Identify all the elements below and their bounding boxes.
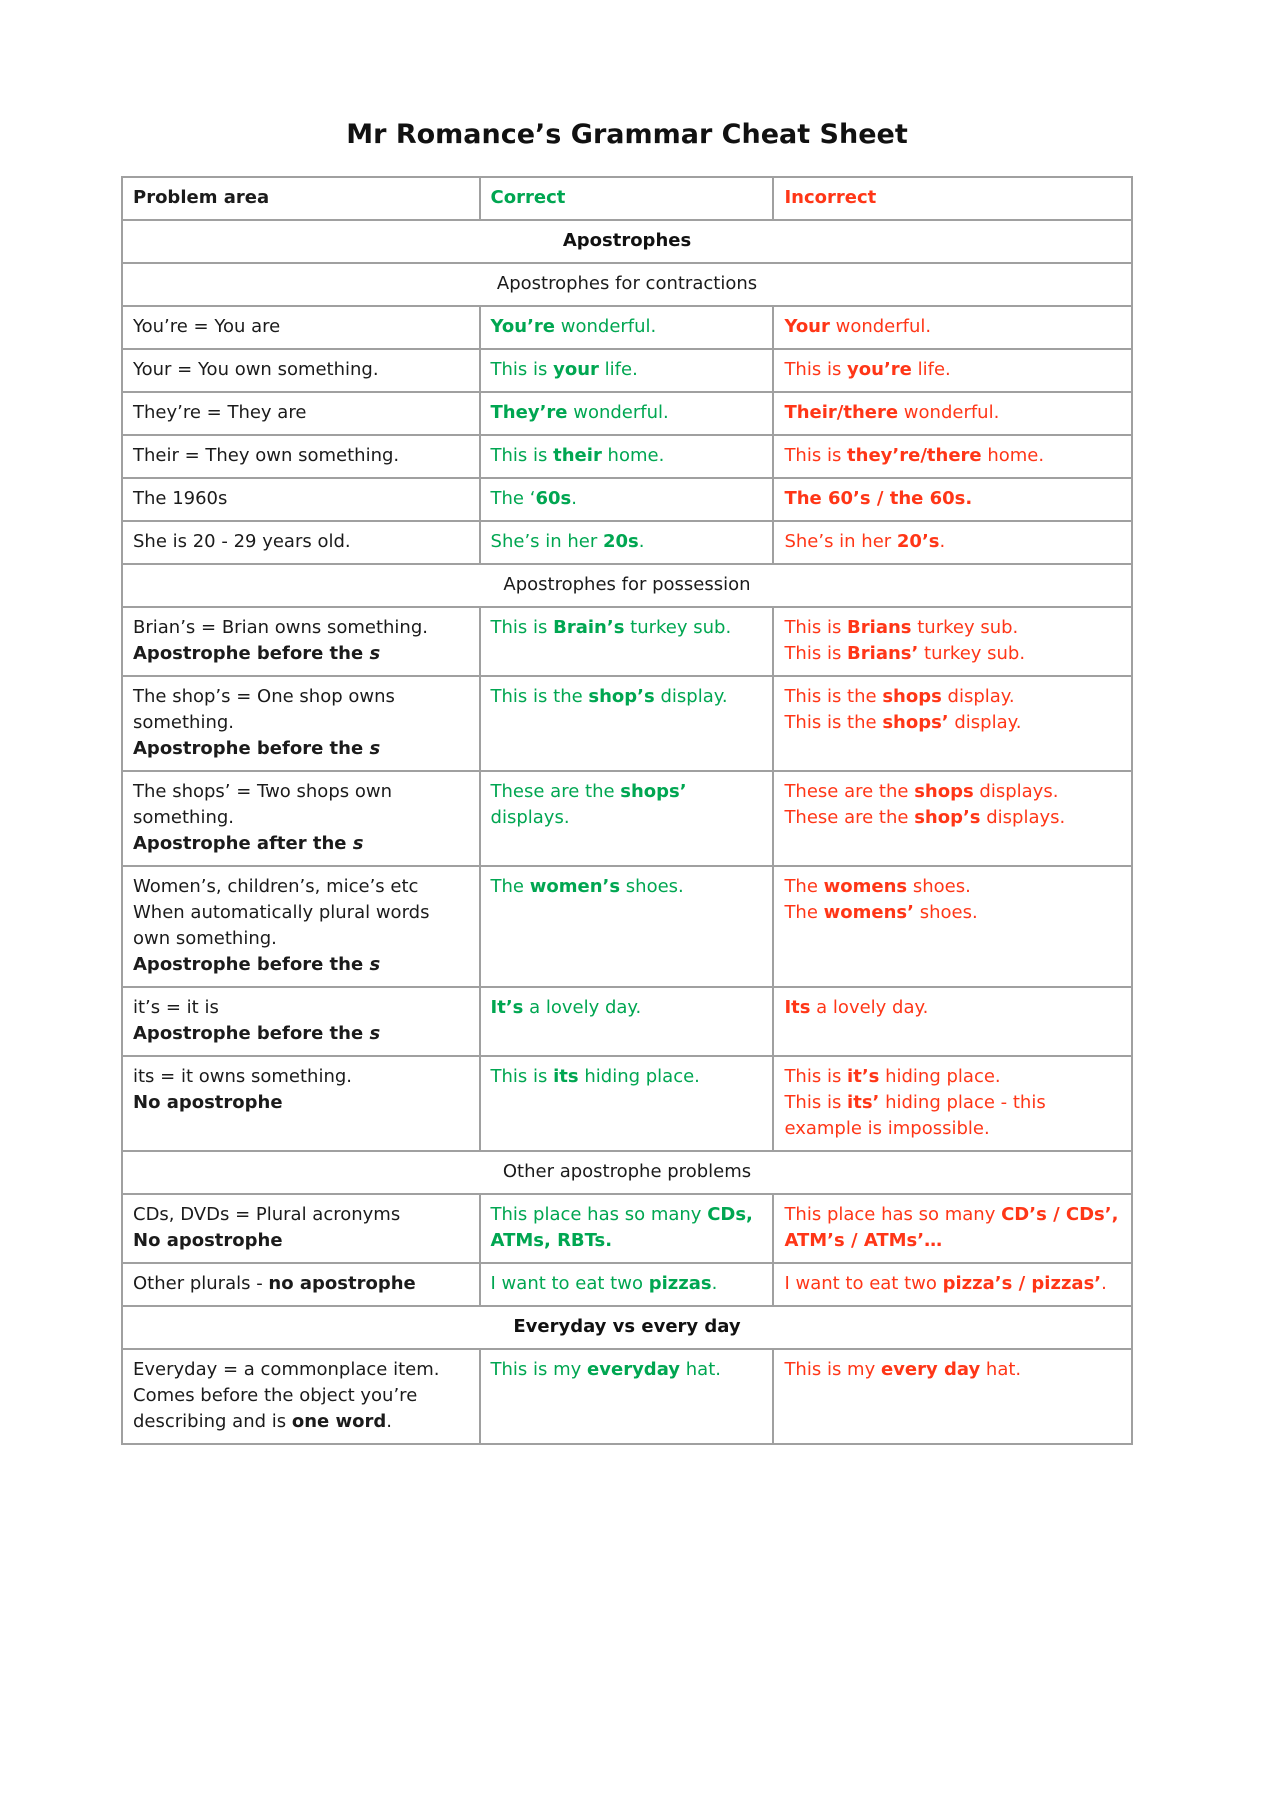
text-run: display. <box>654 686 728 707</box>
text-run: Their = They own something. <box>133 445 400 466</box>
cell-line <box>784 779 1121 805</box>
text-run: wonderful. <box>829 316 932 337</box>
text-run: its <box>553 1066 579 1087</box>
text-run: wonderful. <box>898 402 1000 423</box>
text-run: s <box>352 833 364 854</box>
text-run: life. <box>598 359 638 380</box>
text-run: You’re <box>490 316 556 337</box>
text-run: Brians <box>847 617 912 638</box>
table-row <box>122 521 1132 564</box>
cell-line <box>784 1202 1121 1254</box>
cell-line <box>491 357 763 383</box>
text-run: I want to eat two <box>784 1273 943 1294</box>
text-run: shop’s <box>588 686 655 707</box>
problem-cell <box>122 771 480 866</box>
subsection-row <box>122 564 1132 607</box>
text-run: turkey sub. <box>911 617 1019 638</box>
text-run: . <box>939 531 946 552</box>
cell-line <box>133 684 469 736</box>
text-run: they’re/there <box>847 445 982 466</box>
text-run: hiding place. <box>879 1066 1001 1087</box>
text-run: home. <box>981 445 1045 466</box>
text-run: it’s = it is <box>133 997 219 1018</box>
text-run: pizzas <box>648 1273 712 1294</box>
text-run: shoes. <box>620 876 684 897</box>
cell-line <box>491 684 763 710</box>
correct-cell <box>480 987 774 1056</box>
text-run: shoes. <box>907 876 971 897</box>
cell-line <box>133 1021 469 1047</box>
text-run: no apostrophe <box>268 1273 416 1294</box>
correct-cell <box>480 1056 774 1151</box>
text-run: This place has so many <box>490 1204 708 1225</box>
incorrect-cell <box>773 1056 1132 1151</box>
text-run: Brians’ <box>847 643 919 664</box>
text-run: These are the <box>784 781 915 802</box>
cell-line <box>491 1064 763 1090</box>
incorrect-cell <box>773 1263 1132 1306</box>
incorrect-cell <box>773 1194 1132 1263</box>
text-run: pizza’s / pizzas’ <box>942 1273 1102 1294</box>
text-run: These are the <box>490 781 621 802</box>
cell-line <box>784 314 1121 340</box>
text-run: This is <box>490 445 554 466</box>
cell-line <box>491 314 763 340</box>
text-run: Their/there <box>784 402 899 423</box>
correct-cell <box>480 866 774 987</box>
cell-line <box>133 400 469 426</box>
text-run: turkey sub. <box>624 617 732 638</box>
subsection-row <box>122 263 1132 306</box>
text-run: The <box>784 876 824 897</box>
section-heading: Everyday vs every day <box>122 1306 1132 1349</box>
page-title: Mr Romance’s Grammar Cheat Sheet <box>346 119 908 150</box>
text-run: display. <box>941 686 1015 707</box>
section-heading: Apostrophes <box>122 220 1132 263</box>
cell-line <box>784 1090 1121 1142</box>
cell-line <box>133 1090 469 1116</box>
problem-cell <box>122 1349 480 1444</box>
text-run: This is my <box>490 1359 588 1380</box>
problem-cell <box>122 987 480 1056</box>
text-run: She’s in her <box>784 531 897 552</box>
table-row <box>122 607 1132 676</box>
text-run: This is <box>784 617 848 638</box>
cell-line <box>784 710 1121 736</box>
text-run: a lovely day. <box>523 997 642 1018</box>
text-run: life. <box>911 359 951 380</box>
text-run: This is <box>490 359 554 380</box>
incorrect-cell <box>773 1349 1132 1444</box>
cell-line <box>133 1228 469 1254</box>
text-run: This is <box>784 359 848 380</box>
text-run: The 60’s / the 60s. <box>784 488 973 509</box>
correct-cell <box>480 1349 774 1444</box>
cell-line <box>784 529 1121 555</box>
incorrect-cell <box>773 478 1132 521</box>
text-run: This is my <box>784 1359 881 1380</box>
problem-cell <box>122 1194 480 1263</box>
text-run: displays. <box>490 807 570 828</box>
text-run: shops <box>914 781 974 802</box>
text-run: shoes. <box>913 902 978 923</box>
text-run: . <box>1101 1273 1107 1294</box>
text-run: s <box>369 1023 381 1044</box>
text-run: shop’s <box>914 807 981 828</box>
cell-line <box>491 1271 763 1297</box>
text-run: a lovely day. <box>810 997 929 1018</box>
text-run: its’ <box>847 1092 880 1113</box>
subsection-row <box>122 1151 1132 1194</box>
text-run: This place has so many <box>784 1204 1002 1225</box>
cell-line <box>491 529 763 555</box>
table-row <box>122 306 1132 349</box>
text-run: it’s <box>847 1066 880 1087</box>
table-row <box>122 1263 1132 1306</box>
table-row <box>122 392 1132 435</box>
text-run: Apostrophe before the <box>133 954 370 975</box>
text-run: wonderful. <box>567 402 669 423</box>
text-run: every day <box>880 1359 981 1380</box>
text-run: one word <box>291 1411 387 1432</box>
text-run: . <box>571 488 577 509</box>
problem-cell <box>122 521 480 564</box>
cell-line <box>784 400 1121 426</box>
cell-line <box>133 1064 469 1090</box>
cell-line <box>491 1357 763 1383</box>
table-row <box>122 771 1132 866</box>
text-run: Your = You own something. <box>133 359 379 380</box>
text-run: 60s <box>535 488 572 509</box>
cell-line <box>491 779 763 831</box>
cell-line <box>133 486 469 512</box>
text-run: shops’ <box>882 712 949 733</box>
text-run: They’re <box>490 402 568 423</box>
text-run: Other plurals - <box>133 1273 269 1294</box>
cell-line <box>491 995 763 1021</box>
cell-line <box>784 684 1121 710</box>
problem-cell <box>122 349 480 392</box>
cell-line <box>491 874 763 900</box>
text-run: CD’s / CDs’, ATM’s / ATMs’… <box>784 1204 1119 1251</box>
problem-cell <box>122 866 480 987</box>
text-run: You’re = You are <box>133 316 281 337</box>
cell-line <box>491 400 763 426</box>
incorrect-cell <box>773 866 1132 987</box>
incorrect-cell <box>773 521 1132 564</box>
text-run: Your <box>784 316 830 337</box>
text-run: The 1960s <box>133 488 228 509</box>
text-run: . <box>638 531 645 552</box>
correct-cell <box>480 521 774 564</box>
cell-line <box>133 1383 469 1435</box>
text-run: its = it owns something. <box>133 1066 353 1087</box>
text-run: The <box>490 876 530 897</box>
document <box>121 0 1133 1445</box>
text-run: s <box>369 954 381 975</box>
cell-line <box>784 874 1121 900</box>
text-run: displays. <box>980 807 1066 828</box>
cell-line <box>133 314 469 340</box>
cell-line <box>784 995 1121 1021</box>
section-row <box>122 220 1132 263</box>
text-run: your <box>553 359 599 380</box>
text-run: turkey sub. <box>918 643 1026 664</box>
cell-line <box>133 1202 469 1228</box>
problem-cell <box>122 478 480 521</box>
text-run: Apostrophe before the <box>133 643 370 664</box>
table-row <box>122 1194 1132 1263</box>
text-run: This is <box>784 643 848 664</box>
cell-line <box>784 805 1121 831</box>
text-run: hat. <box>680 1359 721 1380</box>
cell-line <box>784 357 1121 383</box>
correct-cell <box>480 349 774 392</box>
text-run: This is <box>784 1066 848 1087</box>
subsection-heading: Other apostrophe problems <box>122 1151 1132 1194</box>
text-run: . <box>711 1273 718 1294</box>
text-run: Apostrophe before the <box>133 1023 370 1044</box>
subsection-heading: Apostrophes for contractions <box>122 263 1132 306</box>
text-run: Women’s, children’s, mice’s etc When automatically plural words own something. <box>133 876 430 949</box>
correct-cell <box>480 306 774 349</box>
cell-line <box>491 443 763 469</box>
cell-line <box>133 641 469 667</box>
column-header-problem-area: Problem area <box>122 177 480 220</box>
cell-line <box>133 529 469 555</box>
text-run: It’s <box>490 997 524 1018</box>
cell-line <box>784 615 1121 641</box>
correct-cell <box>480 392 774 435</box>
problem-cell <box>122 392 480 435</box>
cell-line <box>491 615 763 641</box>
table-row <box>122 349 1132 392</box>
subsection-heading: Apostrophes for possession <box>122 564 1132 607</box>
incorrect-cell <box>773 349 1132 392</box>
text-run: CDs, ATMs, RBTs. <box>490 1204 753 1251</box>
text-run: Apostrophe before the <box>133 738 370 759</box>
correct-cell <box>480 435 774 478</box>
text-run: This is the <box>490 686 589 707</box>
text-run: 20’s <box>896 531 940 552</box>
problem-cell <box>122 1263 480 1306</box>
incorrect-cell <box>773 676 1132 771</box>
text-run: you’re <box>847 359 912 380</box>
text-run: No apostrophe <box>133 1092 283 1113</box>
cell-line <box>491 1202 763 1254</box>
text-run: womens’ <box>823 902 914 923</box>
cell-line <box>133 1271 469 1297</box>
table-row <box>122 987 1132 1056</box>
text-run: This is <box>784 1092 848 1113</box>
text-run: everyday <box>587 1359 681 1380</box>
text-run: Everyday = a commonplace item. <box>133 1359 440 1380</box>
problem-cell <box>122 676 480 771</box>
text-run: s <box>369 643 381 664</box>
cell-line <box>133 1357 469 1383</box>
text-run: women’s <box>529 876 621 897</box>
text-run: They’re = They are <box>133 402 307 423</box>
table-header-row <box>122 177 1132 220</box>
text-run: womens <box>823 876 908 897</box>
table-row <box>122 866 1132 987</box>
incorrect-cell <box>773 435 1132 478</box>
text-run: wonderful. <box>555 316 657 337</box>
problem-cell <box>122 1056 480 1151</box>
correct-cell <box>480 1263 774 1306</box>
correct-cell <box>480 771 774 866</box>
text-run: CDs, DVDs = Plural acronyms <box>133 1204 401 1225</box>
text-run: The shop’s = One shop owns something. <box>133 686 395 733</box>
cell-line <box>133 357 469 383</box>
table-row <box>122 676 1132 771</box>
cell-line <box>133 615 469 641</box>
table-row <box>122 1349 1132 1444</box>
text-run: This is <box>490 1066 554 1087</box>
text-run: display. <box>948 712 1022 733</box>
cell-line <box>784 900 1121 926</box>
cell-line <box>133 874 469 952</box>
grammar-table-body <box>122 220 1132 1444</box>
text-run: Comes before the object you’re describing and is <box>133 1385 418 1432</box>
text-run: No apostrophe <box>133 1230 283 1251</box>
text-run: s <box>369 738 381 759</box>
cell-line <box>784 1271 1121 1297</box>
cell-line <box>133 952 469 978</box>
text-run: their <box>553 445 602 466</box>
section-row <box>122 1306 1132 1349</box>
incorrect-cell <box>773 392 1132 435</box>
text-run: displays. <box>973 781 1059 802</box>
text-run: This is <box>784 445 848 466</box>
cell-line <box>784 486 1121 512</box>
column-header-correct: Correct <box>480 177 774 220</box>
incorrect-cell <box>773 987 1132 1056</box>
text-run: This is the <box>784 686 883 707</box>
correct-cell <box>480 478 774 521</box>
text-run: Its <box>784 997 811 1018</box>
text-run: shops <box>882 686 942 707</box>
cell-line <box>133 443 469 469</box>
text-run: She is 20 - 29 years old. <box>133 531 351 552</box>
text-run: Apostrophe after the <box>133 833 353 854</box>
incorrect-cell <box>773 771 1132 866</box>
text-run: shops’ <box>620 781 687 802</box>
text-run: . <box>386 1411 393 1432</box>
text-run: She’s in her <box>490 531 603 552</box>
text-run: These are the <box>784 807 915 828</box>
grammar-table <box>121 176 1133 1445</box>
problem-cell <box>122 306 480 349</box>
text-run: hiding place. <box>578 1066 700 1087</box>
table-row <box>122 478 1132 521</box>
text-run: Brain’s <box>553 617 625 638</box>
cell-line <box>133 736 469 762</box>
table-row <box>122 1056 1132 1151</box>
text-run: hat. <box>980 1359 1022 1380</box>
cell-line <box>491 486 763 512</box>
table-row <box>122 435 1132 478</box>
text-run: Brian’s = Brian owns something. <box>133 617 428 638</box>
column-header-incorrect: Incorrect <box>773 177 1132 220</box>
cell-line <box>133 995 469 1021</box>
incorrect-cell <box>773 607 1132 676</box>
text-run: home. <box>601 445 665 466</box>
correct-cell <box>480 1194 774 1263</box>
text-run: The shops’ = Two shops own something. <box>133 781 392 828</box>
correct-cell <box>480 676 774 771</box>
text-run: This is <box>490 617 554 638</box>
problem-cell <box>122 607 480 676</box>
cell-line <box>784 641 1121 667</box>
text-run: hiding place - this example is impossible. <box>784 1092 1046 1139</box>
problem-cell <box>122 435 480 478</box>
text-run: This is the <box>784 712 883 733</box>
text-run: I want to eat two <box>490 1273 649 1294</box>
cell-line <box>784 443 1121 469</box>
text-run: 20s <box>603 531 639 552</box>
cell-line <box>133 831 469 857</box>
correct-cell <box>480 607 774 676</box>
text-run: The ‘ <box>490 488 536 509</box>
incorrect-cell <box>773 306 1132 349</box>
cell-line <box>784 1064 1121 1090</box>
cell-line <box>784 1357 1121 1383</box>
cell-line <box>133 779 469 831</box>
text-run: The <box>784 902 824 923</box>
